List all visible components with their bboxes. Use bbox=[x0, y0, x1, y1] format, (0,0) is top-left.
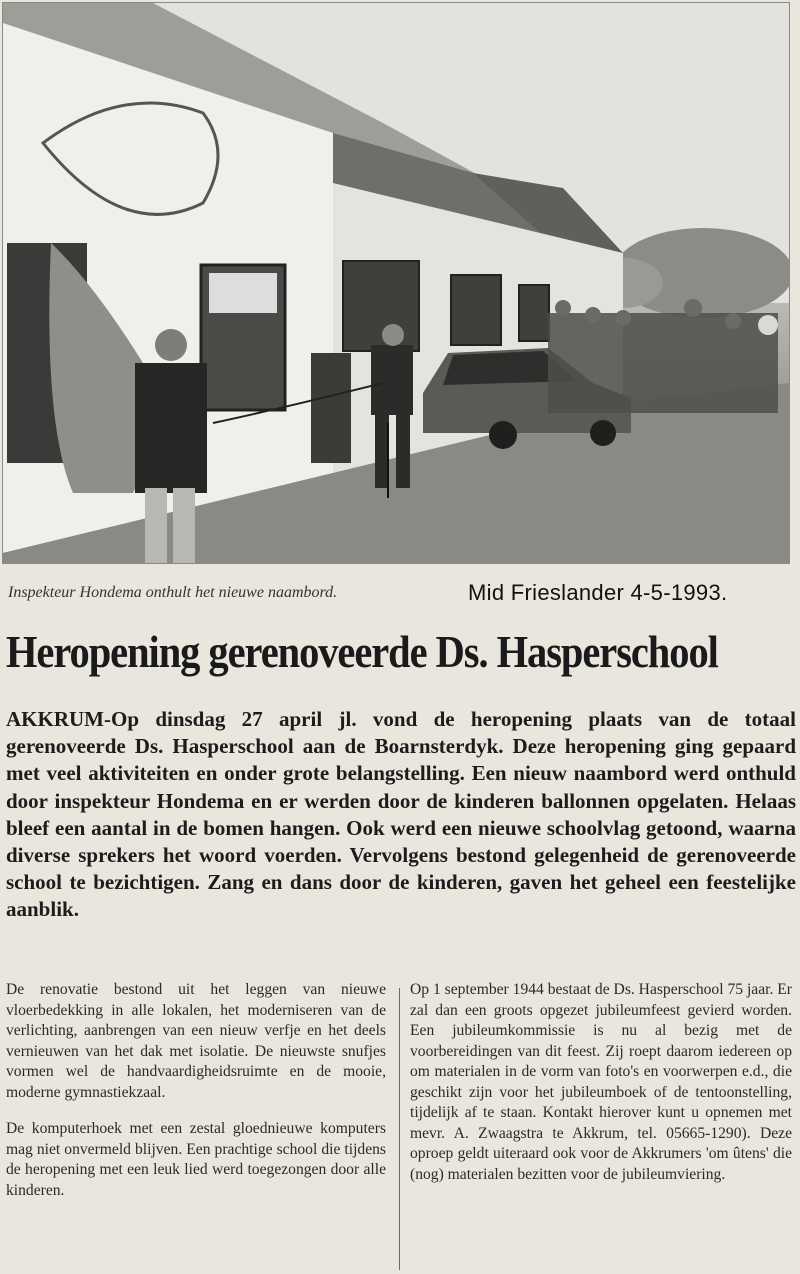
article-lead: AKKRUM-Op dinsdag 27 april jl. vond de heropening plaats van de totaal gerenoveerde Ds. Hasperschool aan de Boarnsterdyk. Deze heropening ging gepaard met veel aktiviteiten en onder grote belangstelling. Een nieuw naambord werd onthuld door inspekteur Hondema en er werden door de kinderen ballonnen opgelaten. Helaas bleef een aantal in de bomen hangen. Ook werd een nieuwe schoolvlag getoond, waarna diverse sprekers het woord voerden. Vervolgens bestond gelegenheid de gerenoveerde school te bezichtigen. Zang en dans door de kinderen, gaven het geheel een feestelijke aanblik. bbox=[6, 707, 796, 922]
photo-caption: Inspekteur Hondema onthult het nieuwe naambord. bbox=[8, 584, 338, 601]
article-left-column bbox=[6, 980, 386, 1217]
news-photo bbox=[2, 2, 790, 564]
article-headline: Heropening gerenoveerde Ds. Hasperschool bbox=[6, 626, 718, 677]
photo-illustration bbox=[3, 3, 789, 563]
right-paragraph: Op 1 september 1944 bestaat de Ds. Hasperschool 75 jaar. Er zal dan een groots opgezet jubileumfeest gevierd worden. Een jubileumkommissie is nu al bezig met de voorbereidingen van dit feest. Zij roept daarom iedereen op om materialen in de vorm van foto's en voorwerpen e.d., die geschikt zijn voor het jubileumboek of de tentoonstelling, tijdelijk af te staan. Kontakt hierover kunt u opnemen met mevr. A. Zwaagstra te Akkrum, tel. 05665-1290). Deze oproep geldt uiteraard ook voor de Akkrumers 'om ûtens' die (nog) materialen bezitten voor de jubileumviering. bbox=[410, 981, 792, 1183]
source-date-label: Mid Frieslander 4-5-1993. bbox=[468, 580, 728, 605]
photo-caption-row bbox=[8, 580, 792, 610]
article-right-column bbox=[410, 980, 792, 1201]
left-paragraph: De komputerhoek met een zestal gloednieuwe komputers mag niet onvermeld blijven. Een prachtige school die tijdens de heropening met een leuk lied werd toegezongen door alle kinderen. bbox=[6, 1120, 386, 1199]
column-divider bbox=[399, 988, 400, 1270]
left-paragraph: De renovatie bestond uit het leggen van nieuwe vloerbedekking in alle lokalen, het moderniseren van de verlichting, aanbrengen van een nieuw verfje en het deels vernieuwen van het dak met isolatie. De nieuwste snufjes vormen wel de handvaardigheidsruimte en de mooie, moderne gymnastiekzaal. bbox=[6, 981, 386, 1101]
